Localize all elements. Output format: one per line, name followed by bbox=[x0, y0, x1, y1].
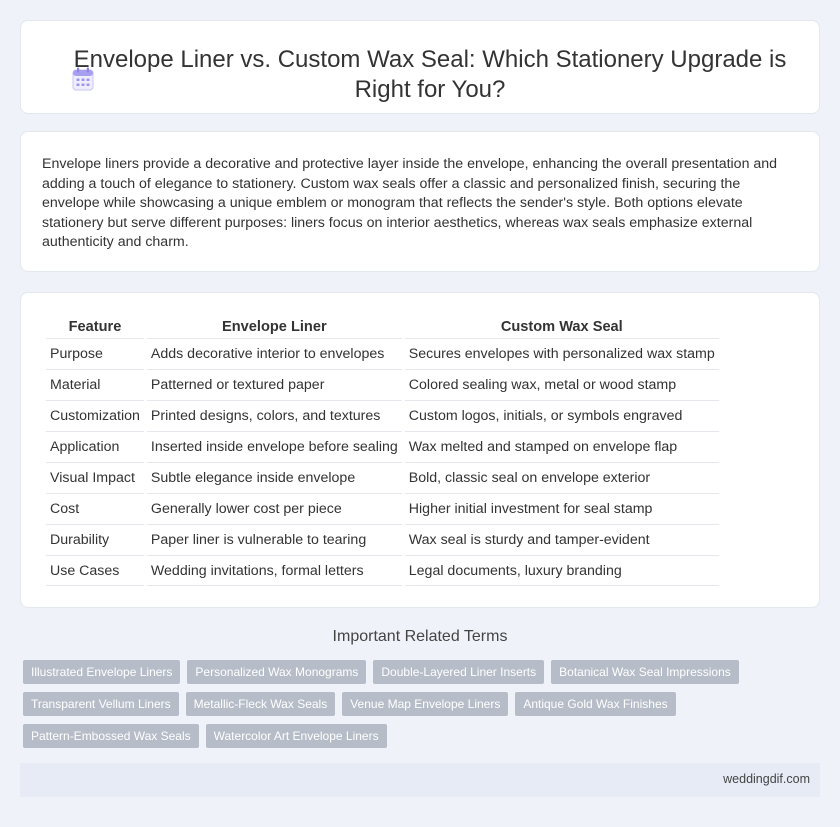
column-header: Custom Wax Seal bbox=[500, 319, 623, 335]
related-term-tag[interactable]: Watercolor Art Envelope Liners bbox=[206, 724, 387, 748]
comparison-table bbox=[43, 314, 722, 586]
table-cell: Application bbox=[46, 431, 144, 462]
table-cell: Visual Impact bbox=[46, 462, 144, 493]
table-cell: Inserted inside envelope before sealing bbox=[147, 431, 402, 462]
table-cell: Secures envelopes with personalized wax stamp bbox=[405, 338, 719, 369]
table-cell: Generally lower cost per piece bbox=[147, 493, 402, 524]
table-header-row bbox=[46, 314, 719, 338]
table-cell: Custom logos, initials, or symbols engraved bbox=[405, 400, 719, 431]
table-cell: Wax melted and stamped on envelope flap bbox=[405, 431, 719, 462]
table-row bbox=[46, 369, 719, 400]
related-term-tag[interactable]: Antique Gold Wax Finishes bbox=[515, 692, 675, 716]
related-term-tag[interactable]: Double-Layered Liner Inserts bbox=[373, 660, 544, 684]
column-header: Envelope Liner bbox=[222, 319, 327, 335]
table-cell: Legal documents, luxury branding bbox=[405, 555, 719, 586]
table-cell: Higher initial investment for seal stamp bbox=[405, 493, 719, 524]
related-term-tag[interactable]: Transparent Vellum Liners bbox=[23, 692, 179, 716]
table-cell: Durability bbox=[46, 524, 144, 555]
table-cell: Subtle elegance inside envelope bbox=[147, 462, 402, 493]
table-cell: Paper liner is vulnerable to tearing bbox=[147, 524, 402, 555]
table-cell: Material bbox=[46, 369, 144, 400]
table-row bbox=[46, 555, 719, 586]
table-cell: Printed designs, colors, and textures bbox=[147, 400, 402, 431]
footer bbox=[20, 763, 820, 797]
table-row bbox=[46, 462, 719, 493]
intro-card bbox=[20, 131, 820, 272]
related-term-tag[interactable]: Venue Map Envelope Liners bbox=[342, 692, 508, 716]
table-row bbox=[46, 400, 719, 431]
table-cell: Patterned or textured paper bbox=[147, 369, 402, 400]
table-cell: Adds decorative interior to envelopes bbox=[147, 338, 402, 369]
table-cell: Colored sealing wax, metal or wood stamp bbox=[405, 369, 719, 400]
table-cell: Customization bbox=[46, 400, 144, 431]
table-cell: Use Cases bbox=[46, 555, 144, 586]
table-cell: Bold, classic seal on envelope exterior bbox=[405, 462, 719, 493]
table-cell: Cost bbox=[46, 493, 144, 524]
related-term-tag[interactable]: Illustrated Envelope Liners bbox=[23, 660, 180, 684]
related-term-tag[interactable]: Botanical Wax Seal Impressions bbox=[551, 660, 739, 684]
intro-paragraph: Envelope liners provide a decorative and protective layer inside the envelope, enhancing the overall presentation and adding a touch of elegance to stationery. Custom wax seals offer a classic and personalized finish, securing the envelope while showcasing a unique emblem or monogram that reflects the sender's style. Both options elevate stationery but serve different purposes: liners focus on interior aesthetics, whereas wax seals emphasize external authenticity and charm. bbox=[42, 156, 778, 250]
table-row bbox=[46, 431, 719, 462]
page-title: Envelope Liner vs. Custom Wax Seal: Which Stationery Upgrade is Right for You? bbox=[73, 46, 787, 103]
column-header: Feature bbox=[68, 319, 122, 335]
table-row bbox=[46, 493, 719, 524]
footer-site-name[interactable]: weddingdif.com bbox=[723, 772, 810, 786]
table-row bbox=[46, 338, 719, 369]
table-cell: Wax seal is sturdy and tamper-evident bbox=[405, 524, 719, 555]
related-term-tag[interactable]: Personalized Wax Monograms bbox=[187, 660, 366, 684]
title-card bbox=[20, 20, 820, 114]
related-term-tag[interactable]: Pattern-Embossed Wax Seals bbox=[23, 724, 199, 748]
table-cell: Purpose bbox=[46, 338, 144, 369]
related-terms-heading: Important Related Terms bbox=[332, 628, 508, 645]
comparison-card bbox=[20, 292, 820, 608]
related-terms-list bbox=[23, 660, 803, 748]
table-cell: Wedding invitations, formal letters bbox=[147, 555, 402, 586]
related-term-tag[interactable]: Metallic-Fleck Wax Seals bbox=[186, 692, 336, 716]
table-row bbox=[46, 524, 719, 555]
